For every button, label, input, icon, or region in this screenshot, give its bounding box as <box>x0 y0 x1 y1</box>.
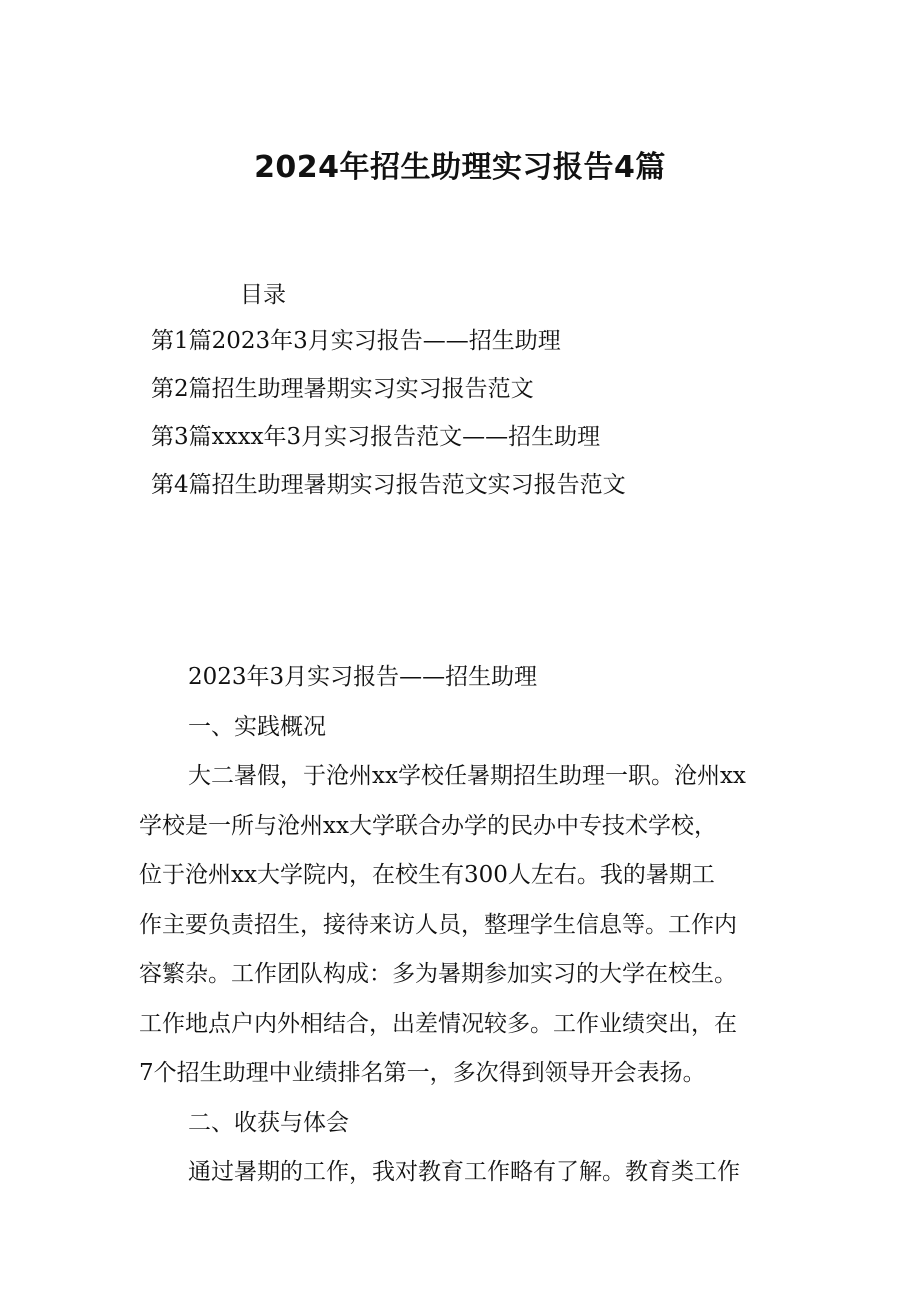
paragraph-line: 容繁杂。工作团队构成：多为暑期参加实习的大学在校生。 <box>139 961 737 987</box>
toc-heading: 目录 <box>240 282 286 308</box>
report-body <box>139 660 819 1205</box>
paragraph-line: 学校是一所与沧州xx大学联合办学的民办中专技术学校， <box>139 812 717 839</box>
toc-list <box>151 324 626 516</box>
section-heading: 2023年3月实习报告——招生助理 <box>188 664 538 690</box>
part2-heading: 二、收获与体会 <box>188 1109 349 1136</box>
toc-item-2[interactable]: 第2篇招生助理暑期实习实习报告范文 <box>151 376 534 402</box>
toc-item-3[interactable]: 第3篇xxxx年3月实习报告范文——招生助理 <box>151 424 601 450</box>
paragraph-line: 作主要负责招生，接待来访人员，整理学生信息等。工作内 <box>139 911 737 938</box>
part1-heading: 一、实践概况 <box>188 713 326 740</box>
toc-item-1[interactable]: 第1篇2023年3月实习报告——招生助理 <box>151 328 561 354</box>
paragraph-line: 通过暑期的工作，我对教育工作略有了解。教育类工作 <box>188 1159 740 1185</box>
paragraph-line: 大二暑假，于沧州xx学校任暑期招生助理一职。沧州xx <box>188 763 746 789</box>
toc-item-4[interactable]: 第4篇招生助理暑期实习报告范文实习报告范文 <box>151 472 626 498</box>
paragraph-line: 工作地点户内外相结合，出差情况较多。工作业绩突出，在 <box>139 1010 737 1037</box>
document-title: 2024年招生助理实习报告4篇 <box>254 150 666 185</box>
paragraph-line: 位于沧州xx大学院内，在校生有300人左右。我的暑期工 <box>139 862 715 888</box>
paragraph-line: 7个招生助理中业绩排名第一，多次得到领导开会表扬。 <box>139 1060 706 1086</box>
